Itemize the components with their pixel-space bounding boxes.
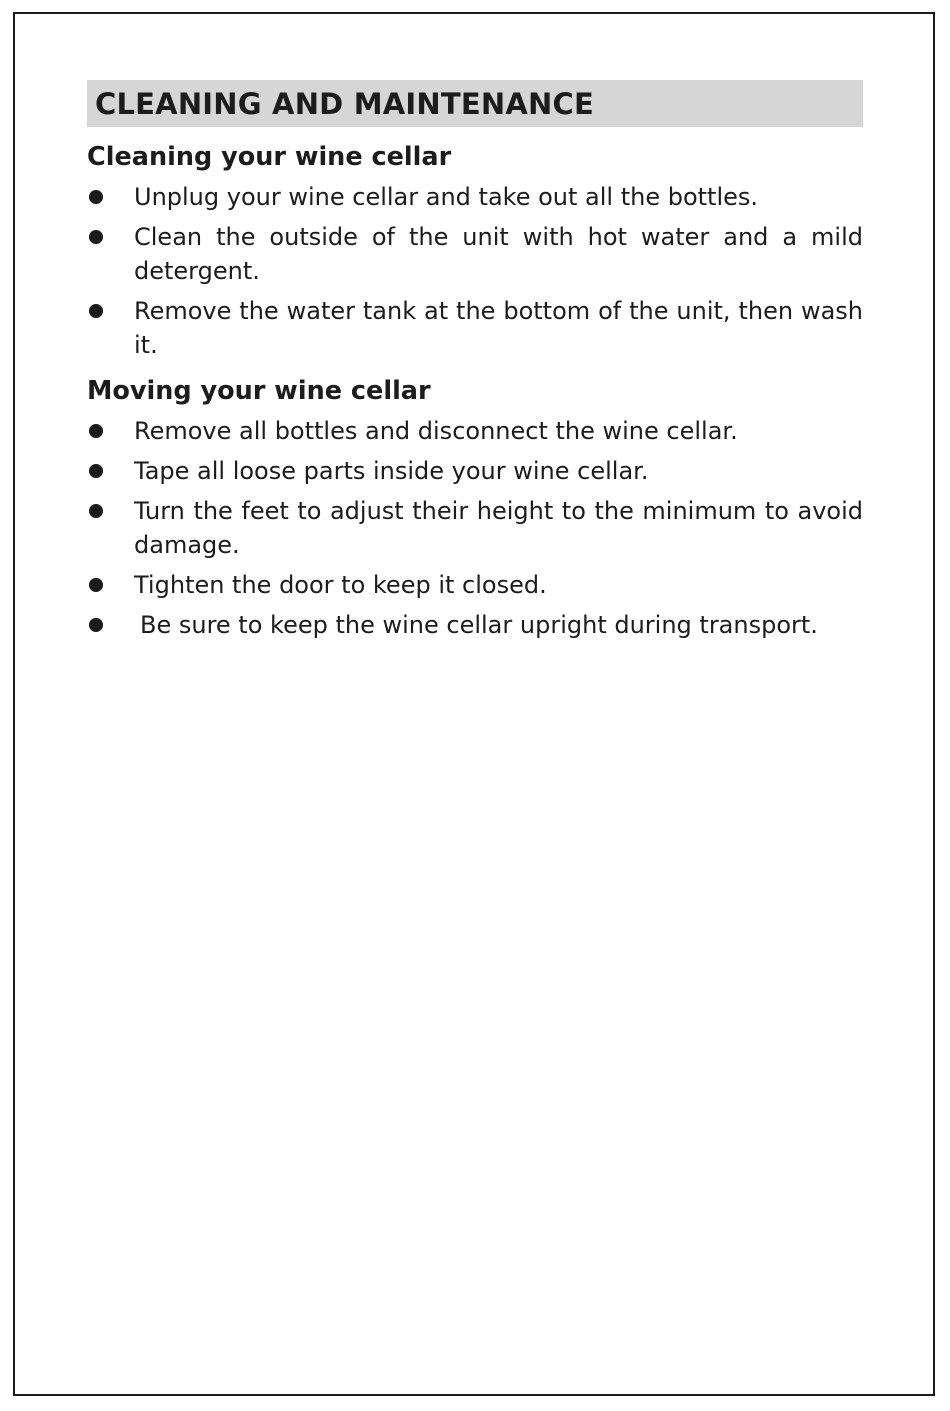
list-item <box>87 180 863 214</box>
moving-list <box>87 414 863 642</box>
bullet-dot-icon <box>89 618 103 632</box>
list-item <box>87 608 863 642</box>
moving-heading: Moving your wine cellar <box>87 376 431 406</box>
cleaning-heading: Cleaning your wine cellar <box>87 142 452 172</box>
list-item-text: Clean the outside of the unit with hot water and a mild detergent. <box>134 223 863 285</box>
list-item-text: Tape all loose parts inside your wine cellar. <box>134 457 649 485</box>
list-item <box>87 414 863 448</box>
list-item <box>87 294 863 362</box>
cleaning-list <box>87 180 863 362</box>
bullet-dot-icon <box>89 578 103 592</box>
section-header-bar <box>87 80 863 127</box>
bullet-dot-icon <box>89 190 103 204</box>
list-item-text: Remove the water tank at the bottom of the unit, then wash it. <box>134 297 863 359</box>
list-item <box>87 494 863 562</box>
section-title: CLEANING AND MAINTENANCE <box>95 86 594 121</box>
bullet-dot-icon <box>89 424 103 438</box>
list-item-text: Turn the feet to adjust their height to the minimum to avoid damage. <box>134 497 863 559</box>
list-item-text: Be sure to keep the wine cellar upright during transport. <box>140 611 818 639</box>
list-item <box>87 454 863 488</box>
list-item-text: Tighten the door to keep it closed. <box>134 571 547 599</box>
bullet-dot-icon <box>89 504 103 518</box>
page-content <box>87 80 863 642</box>
list-item-text: Unplug your wine cellar and take out all the bottles. <box>134 183 759 211</box>
list-item <box>87 220 863 288</box>
list-item <box>87 568 863 602</box>
bullet-dot-icon <box>89 464 103 478</box>
bullet-dot-icon <box>89 304 103 318</box>
list-item-text: Remove all bottles and disconnect the wine cellar. <box>134 417 738 445</box>
bullet-dot-icon <box>89 230 103 244</box>
